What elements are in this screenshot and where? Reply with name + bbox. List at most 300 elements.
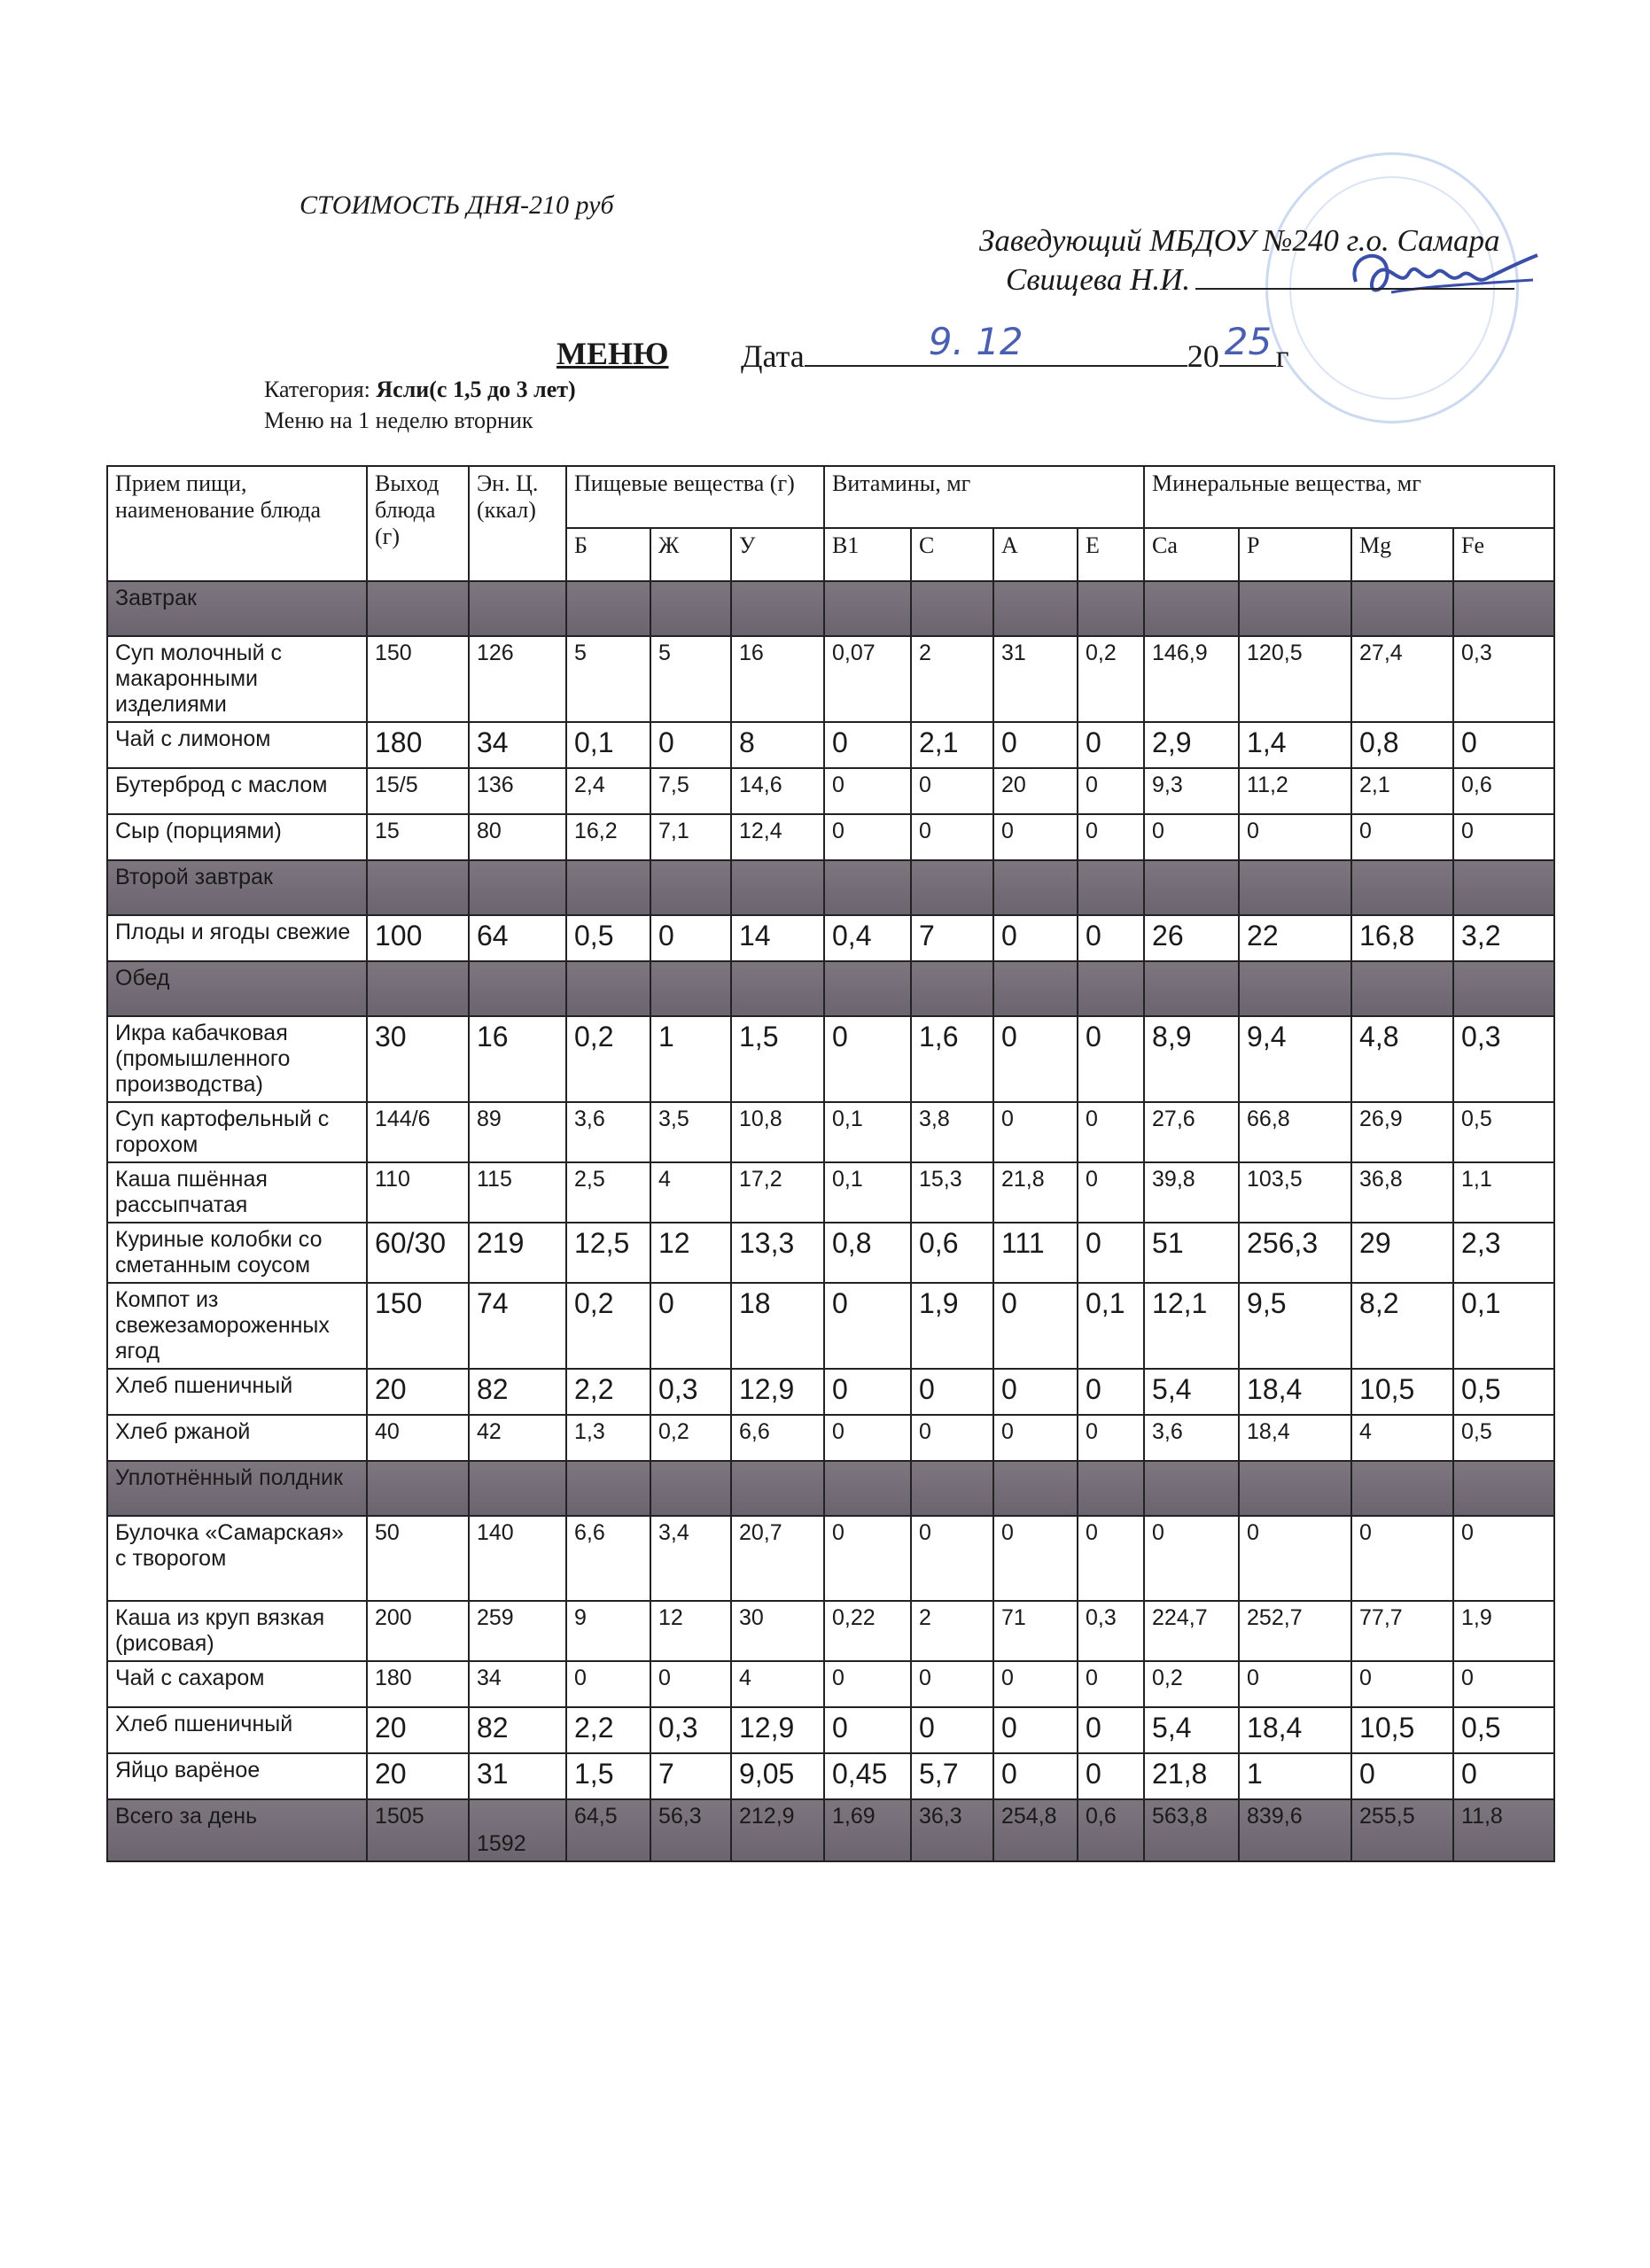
value-cell: 0 <box>911 814 993 860</box>
section-cell <box>1351 581 1453 636</box>
value-cell: 0,3 <box>650 1707 731 1753</box>
value-cell: 64 <box>469 915 566 961</box>
total-value: 255,5 <box>1351 1799 1453 1861</box>
section-cell <box>469 860 566 915</box>
value-cell: 4 <box>731 1661 824 1707</box>
value-cell: 0,5 <box>1453 1102 1554 1162</box>
section-cell <box>1453 860 1554 915</box>
value-cell: 140 <box>469 1516 566 1601</box>
value-cell: 18,4 <box>1239 1415 1351 1461</box>
value-cell: 252,7 <box>1239 1601 1351 1661</box>
value-cell: 0 <box>1078 1753 1144 1799</box>
value-cell: 17,2 <box>731 1162 824 1223</box>
value-cell: 126 <box>469 636 566 722</box>
value-cell: 5,4 <box>1144 1707 1239 1753</box>
signer-name: Свищева Н.И. <box>1006 262 1191 297</box>
dish-name: Булочка «Самарская» с творогом <box>107 1516 367 1601</box>
section-cell <box>731 961 824 1016</box>
table-row <box>107 722 1554 768</box>
value-cell: 0 <box>1078 768 1144 814</box>
value-cell: 1,9 <box>1453 1601 1554 1661</box>
head-sub-6: E <box>1078 528 1144 581</box>
value-cell: 0 <box>650 722 731 768</box>
value-cell: 50 <box>367 1516 469 1601</box>
section-row <box>107 1461 1554 1516</box>
value-cell: 0 <box>993 1102 1078 1162</box>
value-cell: 0 <box>993 1707 1078 1753</box>
value-cell: 219 <box>469 1223 566 1283</box>
value-cell: 0 <box>1078 1707 1144 1753</box>
table-row <box>107 636 1554 722</box>
table-row <box>107 1707 1554 1753</box>
value-cell: 0 <box>911 1707 993 1753</box>
value-cell: 0 <box>650 915 731 961</box>
dish-name: Яйцо варёное <box>107 1753 367 1799</box>
total-value: 1505 <box>367 1799 469 1861</box>
value-cell: 0,4 <box>824 915 911 961</box>
head-nutrients: Пищевые вещества (г) <box>566 466 824 528</box>
value-cell: 0 <box>993 1283 1078 1369</box>
value-cell: 3,4 <box>650 1516 731 1601</box>
value-cell: 0 <box>650 1283 731 1369</box>
value-cell: 20,7 <box>731 1516 824 1601</box>
value-cell: 1,9 <box>911 1283 993 1369</box>
head-sub-2: У <box>731 528 824 581</box>
value-cell: 26,9 <box>1351 1102 1453 1162</box>
value-cell: 0 <box>1078 1102 1144 1162</box>
section-cell <box>650 961 731 1016</box>
section-cell <box>1078 1461 1144 1516</box>
value-cell: 30 <box>731 1601 824 1661</box>
value-cell: 0 <box>1078 1162 1144 1223</box>
value-cell: 0,6 <box>911 1223 993 1283</box>
value-cell: 10,5 <box>1351 1369 1453 1415</box>
section-cell <box>1078 581 1144 636</box>
value-cell: 5 <box>650 636 731 722</box>
value-cell: 0,2 <box>566 1016 650 1102</box>
value-cell: 0,1 <box>1078 1283 1144 1369</box>
dish-name: Каша из круп вязкая (рисовая) <box>107 1601 367 1661</box>
value-cell: 42 <box>469 1415 566 1461</box>
table-row <box>107 1369 1554 1415</box>
value-cell: 8,2 <box>1351 1283 1453 1369</box>
category-value: Ясли(с 1,5 до 3 лет) <box>376 377 576 402</box>
value-cell: 9,3 <box>1144 768 1239 814</box>
section-row <box>107 581 1554 636</box>
value-cell: 3,5 <box>650 1102 731 1162</box>
section-cell <box>1078 860 1144 915</box>
value-cell: 0,8 <box>824 1223 911 1283</box>
total-value: 563,8 <box>1144 1799 1239 1861</box>
head-sub-4: C <box>911 528 993 581</box>
head-vitamins: Витамины, мг <box>824 466 1144 528</box>
value-cell: 9,4 <box>1239 1016 1351 1102</box>
total-label: Всего за день <box>107 1799 367 1861</box>
value-cell: 0 <box>911 1516 993 1601</box>
total-value: 0,6 <box>1078 1799 1144 1861</box>
head-yield: Выход блюда (г) <box>367 466 469 581</box>
value-cell: 0 <box>1078 1369 1144 1415</box>
value-cell: 9,05 <box>731 1753 824 1799</box>
value-cell: 20 <box>367 1753 469 1799</box>
value-cell: 10,5 <box>1351 1707 1453 1753</box>
year-handwritten: 25 <box>1224 320 1273 363</box>
table-row <box>107 1601 1554 1661</box>
total-row <box>107 1799 1554 1861</box>
value-cell: 0 <box>650 1661 731 1707</box>
table-row <box>107 814 1554 860</box>
value-cell: 6,6 <box>566 1516 650 1601</box>
value-cell: 1,5 <box>731 1016 824 1102</box>
value-cell: 0 <box>993 1753 1078 1799</box>
value-cell: 0,3 <box>1453 1016 1554 1102</box>
head-sub-7: Ca <box>1144 528 1239 581</box>
value-cell: 180 <box>367 722 469 768</box>
table-row <box>107 1283 1554 1369</box>
section-cell <box>469 1461 566 1516</box>
value-cell: 12,9 <box>731 1707 824 1753</box>
section-cell <box>824 1461 911 1516</box>
section-cell <box>1351 860 1453 915</box>
value-cell: 0,3 <box>1453 636 1554 722</box>
value-cell: 12 <box>650 1601 731 1661</box>
value-cell: 16,2 <box>566 814 650 860</box>
value-cell: 5,7 <box>911 1753 993 1799</box>
value-cell: 9,5 <box>1239 1283 1351 1369</box>
value-cell: 27,6 <box>1144 1102 1239 1162</box>
head-sub-8: P <box>1239 528 1351 581</box>
dish-name: Икра кабачковая (промышленного производства) <box>107 1016 367 1102</box>
table-row <box>107 1661 1554 1707</box>
value-cell: 0 <box>1078 1223 1144 1283</box>
value-cell: 0,5 <box>1453 1707 1554 1753</box>
section-cell <box>993 581 1078 636</box>
section-cell <box>650 581 731 636</box>
value-cell: 1,1 <box>1453 1162 1554 1223</box>
dish-name: Бутерброд с маслом <box>107 768 367 814</box>
value-cell: 4 <box>650 1162 731 1223</box>
value-cell: 0,1 <box>566 722 650 768</box>
section-cell <box>1239 581 1351 636</box>
value-cell: 31 <box>469 1753 566 1799</box>
section-cell <box>1239 860 1351 915</box>
value-cell: 16 <box>731 636 824 722</box>
section-cell <box>367 1461 469 1516</box>
section-cell <box>1078 961 1144 1016</box>
value-cell: 82 <box>469 1707 566 1753</box>
value-cell: 22 <box>1239 915 1351 961</box>
value-cell: 0,8 <box>1351 722 1453 768</box>
value-cell: 36,8 <box>1351 1162 1453 1223</box>
head-sub-1: Ж <box>650 528 731 581</box>
table-row <box>107 1016 1554 1102</box>
value-cell: 0 <box>911 768 993 814</box>
value-cell: 20 <box>993 768 1078 814</box>
signature-line <box>1195 261 1514 290</box>
total-value: 254,8 <box>993 1799 1078 1861</box>
value-cell: 146,9 <box>1144 636 1239 722</box>
value-cell: 0 <box>993 1016 1078 1102</box>
head-sub-9: Mg <box>1351 528 1453 581</box>
value-cell: 0,6 <box>1453 768 1554 814</box>
total-value: 1,69 <box>824 1799 911 1861</box>
value-cell: 0 <box>1078 814 1144 860</box>
value-cell: 0 <box>824 1283 911 1369</box>
value-cell: 0 <box>1453 1753 1554 1799</box>
value-cell: 80 <box>469 814 566 860</box>
value-cell: 0 <box>1351 1753 1453 1799</box>
value-cell: 21,8 <box>1144 1753 1239 1799</box>
value-cell: 30 <box>367 1016 469 1102</box>
head-sub-10: Fe <box>1453 528 1554 581</box>
value-cell: 21,8 <box>993 1162 1078 1223</box>
value-cell: 0 <box>911 1415 993 1461</box>
value-cell: 2,2 <box>566 1369 650 1415</box>
category <box>264 377 576 403</box>
total-value: 56,3 <box>650 1799 731 1861</box>
value-cell: 0 <box>824 1661 911 1707</box>
section-cell <box>1453 581 1554 636</box>
value-cell: 0,5 <box>566 915 650 961</box>
section-cell <box>650 860 731 915</box>
section-cell <box>1453 961 1554 1016</box>
value-cell: 0 <box>1453 1661 1554 1707</box>
section-cell <box>1453 1461 1554 1516</box>
table-row <box>107 1102 1554 1162</box>
section-title: Уплотнённый полдник <box>107 1461 367 1516</box>
year-field <box>1219 320 1276 367</box>
dish-name: Суп молочный с макаронными изделиями <box>107 636 367 722</box>
value-cell: 0 <box>1239 1661 1351 1707</box>
value-cell: 12,9 <box>731 1369 824 1415</box>
total-value: 1592 <box>469 1799 566 1861</box>
value-cell: 0,45 <box>824 1753 911 1799</box>
value-cell: 0 <box>824 1369 911 1415</box>
section-cell <box>824 961 911 1016</box>
value-cell: 0 <box>1239 814 1351 860</box>
day-cost: СТОИМОСТЬ ДНЯ-210 руб <box>300 190 614 220</box>
value-cell: 0 <box>1453 722 1554 768</box>
value-cell: 15 <box>367 814 469 860</box>
value-cell: 115 <box>469 1162 566 1223</box>
value-cell: 0 <box>824 1707 911 1753</box>
value-cell: 0 <box>993 1661 1078 1707</box>
value-cell: 0 <box>566 1661 650 1707</box>
value-cell: 18,4 <box>1239 1707 1351 1753</box>
value-cell: 2,3 <box>1453 1223 1554 1283</box>
value-cell: 51 <box>1144 1223 1239 1283</box>
date-label: Дата <box>741 338 805 374</box>
dish-name: Куриные колобки со сметанным соусом <box>107 1223 367 1283</box>
value-cell: 0 <box>824 1516 911 1601</box>
value-cell: 0,1 <box>824 1162 911 1223</box>
value-cell: 26 <box>1144 915 1239 961</box>
value-cell: 2 <box>911 636 993 722</box>
value-cell: 0 <box>911 1661 993 1707</box>
value-cell: 2,1 <box>1351 768 1453 814</box>
value-cell: 29 <box>1351 1223 1453 1283</box>
table-row <box>107 1415 1554 1461</box>
value-cell: 0,1 <box>1453 1283 1554 1369</box>
value-cell: 7,1 <box>650 814 731 860</box>
value-cell: 144/6 <box>367 1102 469 1162</box>
value-cell: 0,2 <box>566 1283 650 1369</box>
year-prefix: 20 <box>1187 338 1219 374</box>
value-cell: 9 <box>566 1601 650 1661</box>
value-cell: 2,5 <box>566 1162 650 1223</box>
section-cell <box>731 1461 824 1516</box>
value-cell: 8,9 <box>1144 1016 1239 1102</box>
value-cell: 0 <box>993 814 1078 860</box>
value-cell: 0 <box>1144 1516 1239 1601</box>
value-cell: 0 <box>1239 1516 1351 1601</box>
value-cell: 20 <box>367 1707 469 1753</box>
section-cell <box>824 860 911 915</box>
value-cell: 0,5 <box>1453 1369 1554 1415</box>
value-cell: 12,5 <box>566 1223 650 1283</box>
value-cell: 14,6 <box>731 768 824 814</box>
head-sub-0: Б <box>566 528 650 581</box>
value-cell: 7 <box>911 915 993 961</box>
value-cell: 0 <box>824 814 911 860</box>
section-row <box>107 961 1554 1016</box>
dish-name: Плоды и ягоды свежие <box>107 915 367 961</box>
value-cell: 18,4 <box>1239 1369 1351 1415</box>
section-cell <box>993 961 1078 1016</box>
value-cell: 89 <box>469 1102 566 1162</box>
value-cell: 0 <box>824 768 911 814</box>
value-cell: 34 <box>469 1661 566 1707</box>
value-cell: 256,3 <box>1239 1223 1351 1283</box>
value-cell: 27,4 <box>1351 636 1453 722</box>
value-cell: 2 <box>911 1601 993 1661</box>
value-cell: 2,1 <box>911 722 993 768</box>
value-cell: 39,8 <box>1144 1162 1239 1223</box>
value-cell: 77,7 <box>1351 1601 1453 1661</box>
dish-name: Компот из свежезамороженных ягод <box>107 1283 367 1369</box>
value-cell: 0,3 <box>650 1369 731 1415</box>
value-cell: 7 <box>650 1753 731 1799</box>
dish-name: Хлеб пшеничный <box>107 1707 367 1753</box>
value-cell: 10,8 <box>731 1102 824 1162</box>
value-cell: 20 <box>367 1369 469 1415</box>
value-cell: 0 <box>1078 722 1144 768</box>
value-cell: 136 <box>469 768 566 814</box>
value-cell: 0,3 <box>1078 1601 1144 1661</box>
value-cell: 31 <box>993 636 1078 722</box>
value-cell: 0,22 <box>824 1601 911 1661</box>
table-row <box>107 768 1554 814</box>
value-cell: 0 <box>1078 1415 1144 1461</box>
value-cell: 0 <box>1078 1016 1144 1102</box>
week-label: Меню на 1 неделю вторник <box>264 408 533 433</box>
section-cell <box>1239 1461 1351 1516</box>
table-row <box>107 915 1554 961</box>
total-value: 11,8 <box>1453 1799 1554 1861</box>
section-cell <box>566 1461 650 1516</box>
section-cell <box>367 860 469 915</box>
value-cell: 6,6 <box>731 1415 824 1461</box>
table-row <box>107 1516 1554 1601</box>
section-cell <box>1144 1461 1239 1516</box>
value-cell: 74 <box>469 1283 566 1369</box>
value-cell: 40 <box>367 1415 469 1461</box>
section-cell <box>1239 961 1351 1016</box>
value-cell: 0 <box>1078 1661 1144 1707</box>
value-cell: 0,5 <box>1453 1415 1554 1461</box>
value-cell: 3,2 <box>1453 915 1554 961</box>
head-minerals: Минеральные вещества, мг <box>1144 466 1554 528</box>
dish-name: Сыр (порциями) <box>107 814 367 860</box>
value-cell: 0 <box>993 1516 1078 1601</box>
section-cell <box>367 581 469 636</box>
section-cell <box>911 1461 993 1516</box>
value-cell: 111 <box>993 1223 1078 1283</box>
section-cell <box>1144 961 1239 1016</box>
section-cell <box>731 860 824 915</box>
value-cell: 2,4 <box>566 768 650 814</box>
value-cell: 0 <box>1078 915 1144 961</box>
dish-name: Суп картофельный с горохом <box>107 1102 367 1162</box>
value-cell: 3,6 <box>1144 1415 1239 1461</box>
value-cell: 1 <box>650 1016 731 1102</box>
value-cell: 7,5 <box>650 768 731 814</box>
value-cell: 1,3 <box>566 1415 650 1461</box>
section-cell <box>650 1461 731 1516</box>
value-cell: 0 <box>993 1415 1078 1461</box>
value-cell: 0 <box>824 1415 911 1461</box>
value-cell: 18 <box>731 1283 824 1369</box>
value-cell: 0 <box>1144 814 1239 860</box>
menu-title: МЕНЮ <box>556 336 669 371</box>
signer-line <box>1006 261 1514 298</box>
value-cell: 5,4 <box>1144 1369 1239 1415</box>
value-cell: 16,8 <box>1351 915 1453 961</box>
value-cell: 0 <box>1453 814 1554 860</box>
menu-table <box>106 465 1555 1862</box>
year-suffix: г <box>1275 338 1289 374</box>
category-label: Категория: <box>264 377 377 402</box>
value-cell: 71 <box>993 1601 1078 1661</box>
section-title: Обед <box>107 961 367 1016</box>
value-cell: 0 <box>1351 814 1453 860</box>
value-cell: 1,5 <box>566 1753 650 1799</box>
section-cell <box>993 860 1078 915</box>
total-value: 839,6 <box>1239 1799 1351 1861</box>
value-cell: 0 <box>824 1016 911 1102</box>
value-cell: 11,2 <box>1239 768 1351 814</box>
value-cell: 15/5 <box>367 768 469 814</box>
value-cell: 0,07 <box>824 636 911 722</box>
value-cell: 3,6 <box>566 1102 650 1162</box>
section-row <box>107 860 1554 915</box>
section-cell <box>367 961 469 1016</box>
section-cell <box>911 860 993 915</box>
section-cell <box>1351 961 1453 1016</box>
date-handwritten: 9. 12 <box>928 320 1023 363</box>
value-cell: 12 <box>650 1223 731 1283</box>
value-cell: 1,4 <box>1239 722 1351 768</box>
section-title: Завтрак <box>107 581 367 636</box>
value-cell: 103,5 <box>1239 1162 1351 1223</box>
section-cell <box>1144 860 1239 915</box>
section-cell <box>731 581 824 636</box>
section-cell <box>566 860 650 915</box>
head-sub-3: B1 <box>824 528 911 581</box>
dish-name: Чай с сахаром <box>107 1661 367 1707</box>
value-cell: 82 <box>469 1369 566 1415</box>
value-cell: 34 <box>469 722 566 768</box>
